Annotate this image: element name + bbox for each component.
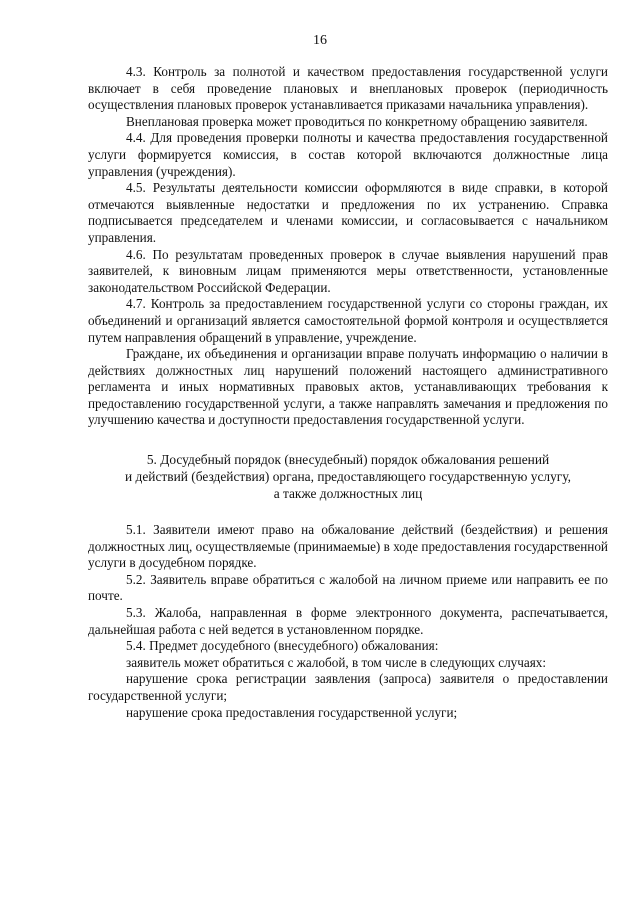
paragraph-complaint-cases: заявитель может обратиться с жалобой, в том числе в следующих случаях:: [126, 654, 547, 670]
paragraph-registration-violation: нарушение срока регистрации заявления (запроса) заявителя о предоставлении государственной услуги;: [88, 671, 608, 703]
paragraph-service-term-violation: нарушение срока предоставления государственной услуги;: [126, 704, 458, 720]
paragraph-4-4: 4.4. Для проведения проверки полноты и качества предоставления государственной услуги формируется комиссия, в состав которой включаются должностные лица управления (учреждения).: [88, 130, 608, 179]
paragraph-4-6: 4.6. По результатам проведенных проверок в случае выявления нарушений прав заявителей, к виновным лицам применяются меры ответственности, установленные законодательством Российской Федерации.: [88, 246, 608, 295]
paragraph-citizens-rights: Граждане, их объединения и организации вправе получать информацию о наличии в действиях должностных лиц нарушений положений настоящего административного регламента и иных нормативных правовых актов, устанавливающих требования к предоставлению государственной услуги, а также направлять замечания и предложения по улучшению качества и доступности предоставления государственной услуги.: [88, 346, 608, 428]
page-number: 16: [313, 33, 327, 48]
document-body: [88, 64, 608, 721]
paragraph-5-1: 5.1. Заявители имеют право на обжалование действий (бездействия) и решения должностных лиц, осуществляемые (принимаемые) в ходе предоставления государственной услуги в досудебном порядке.: [88, 522, 608, 571]
paragraph-4-5: 4.5. Результаты деятельности комиссии оформляются в виде справки, в которой отмечаются выявленные недостатки и предложения по их устранению. Справка подписывается председателем и членами комиссии, и согласовывается с начальником управления.: [88, 180, 608, 245]
paragraph-5-3: 5.3. Жалоба, направленная в форме электронного документа, распечатывается, дальнейшая работа с ней ведется в установленном порядке.: [88, 605, 608, 637]
paragraph-5-4: 5.4. Предмет досудебного (внесудебного) обжалования:: [126, 638, 439, 654]
paragraph-4-3: 4.3. Контроль за полнотой и качеством предоставления государственной услуги включает в себя проведение плановых и внеплановых проверок (периодичность осуществления плановых проверок устанавливается приказами начальника управления).: [88, 64, 608, 113]
section-5-heading-line-1: 5. Досудебный порядок (внесудебный) порядок обжалования решений: [146, 452, 550, 468]
section-5-heading-line-3: а также должностных лиц: [273, 486, 423, 502]
paragraph-5-2: 5.2. Заявитель вправе обратиться с жалобой на личном приеме или направить ее по почте.: [88, 571, 608, 604]
section-5-heading: [88, 451, 608, 502]
section-5-heading-line-2: и действий (бездействия) органа, предоставляющего государственную услугу,: [125, 469, 571, 485]
paragraph-unscheduled-check: Внеплановая проверка может проводиться по конкретному обращению заявителя.: [126, 113, 588, 129]
paragraph-4-7: 4.7. Контроль за предоставлением государственной услуги со стороны граждан, их объединений и организаций является самостоятельной формой контроля и осуществляется путем направления обращений в управление, учреждение.: [88, 296, 608, 345]
